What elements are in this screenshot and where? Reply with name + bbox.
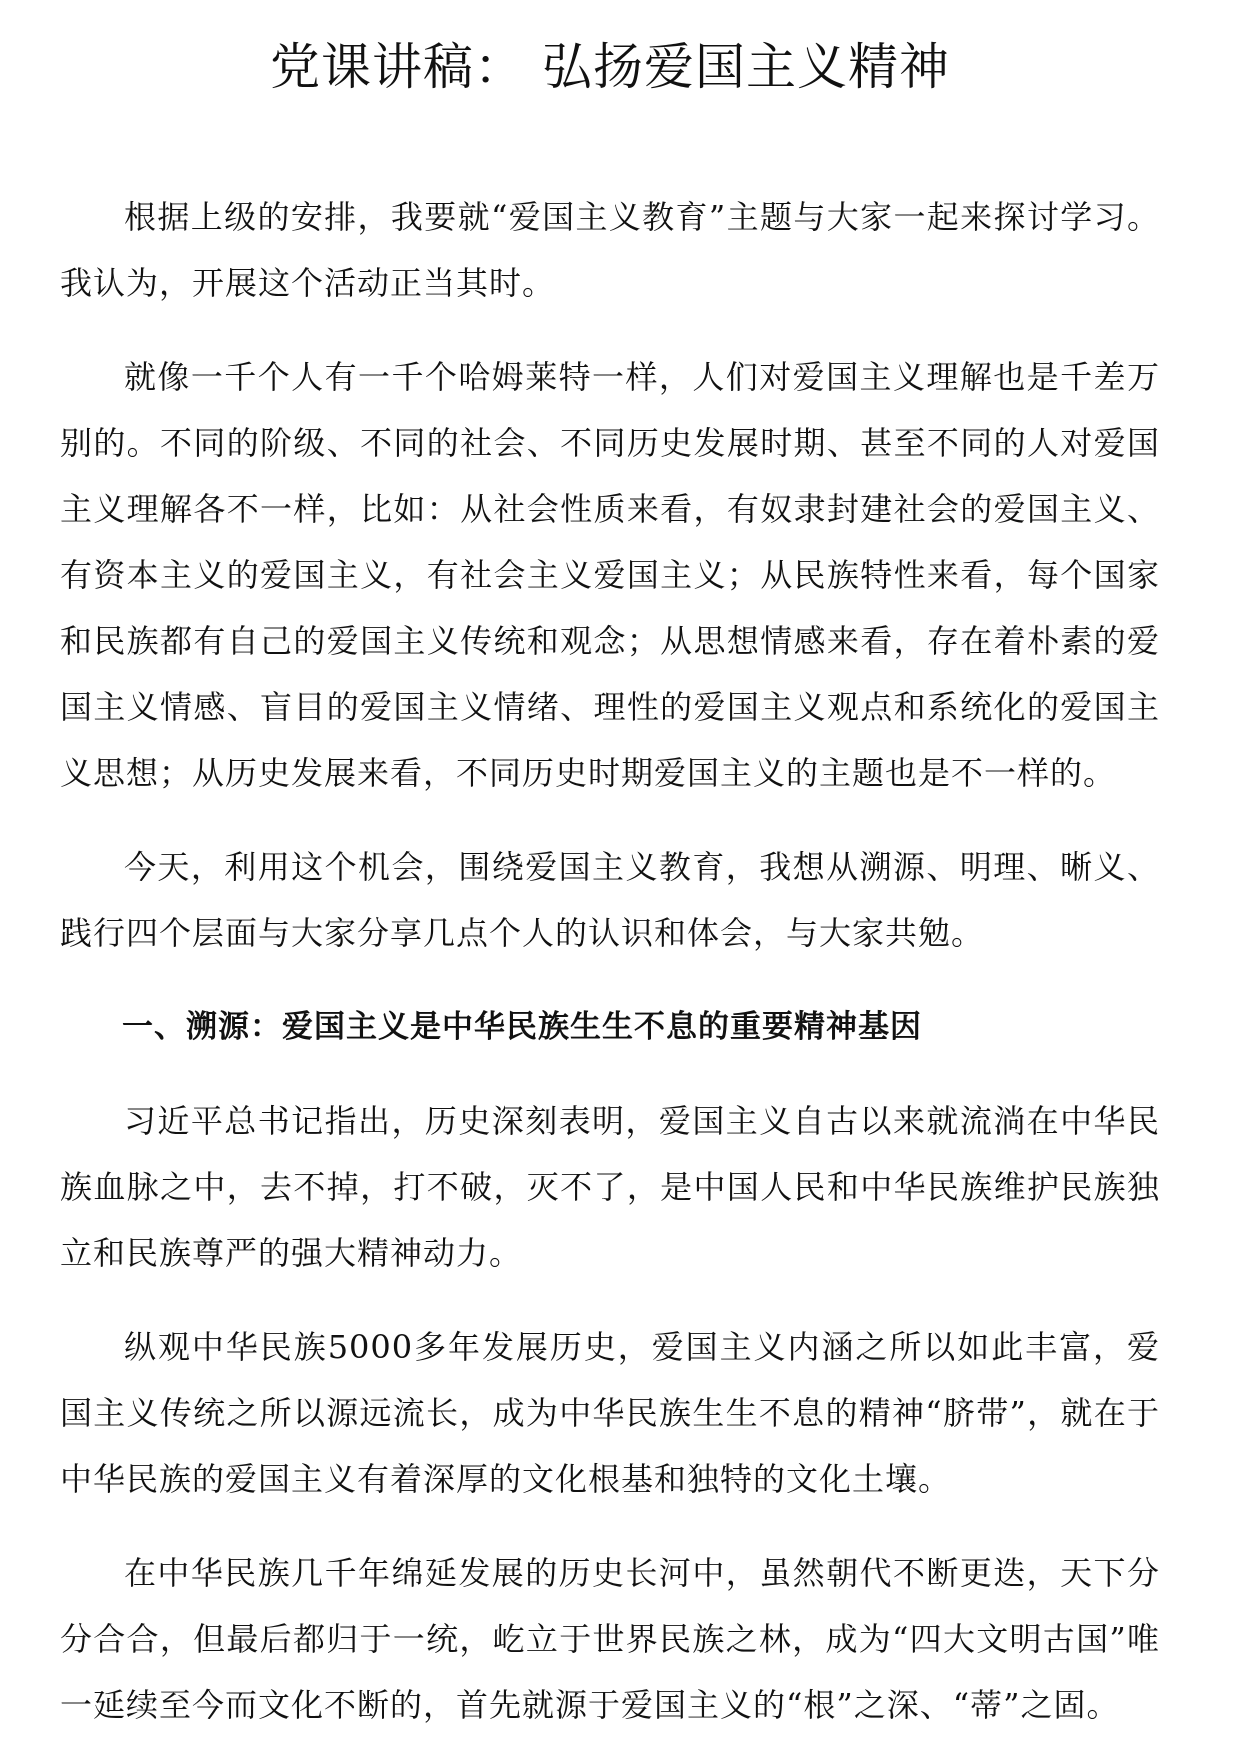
section-heading: 一、溯源：爱国主义是中华民族生生不息的重要精神基因 [122, 1009, 922, 1045]
document-body [60, 184, 1160, 1738]
paragraph-intro: 根据上级的安排，我要就“爱国主义教育”主题与大家一起来探讨学习。我认为，开展这个活动正当其时。 [60, 198, 1160, 302]
paragraph-section-2: 纵观中华民族5000多年发展历史，爱国主义内涵之所以如此丰富，爱国主义传统之所以源远流长，成为中华民族生生不息的精神“脐带”，就在于中华民族的爱国主义有着深厚的文化根基和独特的文化土壤。 [60, 1328, 1160, 1498]
paragraph-understanding: 就像一千个人有一千个哈姆莱特一样，人们对爱国主义理解也是千差万别的。不同的阶级、不同的社会、不同历史发展时期、甚至不同的人对爱国主义理解各不一样，比如：从社会性质来看，有奴隶封建社会的爱国主义、有资本主义的爱国主义，有社会主义爱国主义；从民族特性来看，每个国家和民族都有自己的爱国主义传统和观念；从思想情感来看，存在着朴素的爱国主义情感、盲目的爱国主义情绪、理性的爱国主义观点和系统化的爱国主义思想；从历史发展来看，不同历史时期爱国主义的主题也是不一样的。 [60, 358, 1160, 792]
document-title: 党课讲稿： 弘扬爱国主义精神 [270, 38, 950, 96]
paragraph-outline: 今天，利用这个机会，围绕爱国主义教育，我想从溯源、明理、晰义、践行四个层面与大家分享几点个人的认识和体会，与大家共勉。 [60, 848, 1160, 952]
paragraph-section-1: 习近平总书记指出，历史深刻表明，爱国主义自古以来就流淌在中华民族血脉之中，去不掉，打不破，灭不了，是中国人民和中华民族维护民族独立和民族尊严的强大精神动力。 [60, 1102, 1160, 1272]
paragraph-section-3: 在中华民族几千年绵延发展的历史长河中，虽然朝代不断更迭，天下分分合合，但最后都归于一统，屹立于世界民族之林，成为“四大文明古国”唯一延续至今而文化不断的，首先就源于爱国主义的“根”之深、“蒂”之固。 [60, 1554, 1160, 1724]
